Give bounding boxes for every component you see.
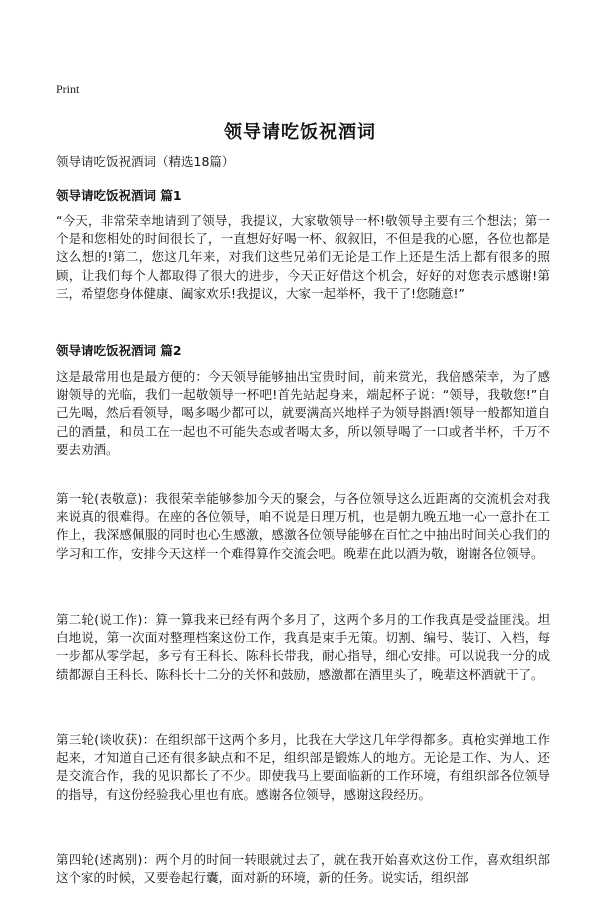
paragraph: “今天，非常荣幸地请到了领导，我提议，大家敬领导一杯!敬领导主要有三个想法；第一个是和您相处的时间很长了，一直想好好喝一杯、叙叙旧，不但是我的心愿，各位也都是这么想的!第二，您这几年来，对我们这些兄弟们无论是工作上还是生活上都有很多的照顾，让我们每个人都取得了很大的进步，今天正好借这个机会，好好的对您表示感谢!第三，希望您身体健康、阖家欢乐!我提议，大家一起举杯，我干了!您随意!” — [56, 213, 550, 301]
paragraph: 第三轮(谈收获)：在组织部干这两个多月，比我在大学这几年学得都多。真枪实弹地工作起来，才知道自己还有很多缺点和不足，组织部是锻炼人的地方。无论是工作、为人、还是交流合作，我的见识都长了不少。即使我马上要面临新的工作环境，有组织部各位领导的指导，有这份经验我心里也有底。感谢各位领导，感谢这段经历。 — [56, 732, 550, 802]
paragraph: 第一轮(表敬意)：我很荣幸能够参加今天的聚会，与各位领导这么近距离的交流机会对我来说真的很难得。在座的各位领导，咱不说是日理万机，也是朝九晚五地一心一意扑在工作上，我深感佩服的同时也心生感激，感激各位领导能够在百忙之中抽出时间关心我们的学习和工作，安排今天这样一个难得算作交流会吧。晚辈在此以酒为敬，谢谢各位领导。 — [56, 491, 550, 561]
section-heading-2: 领导请吃饭祝酒词 篇2 — [56, 343, 182, 358]
section-heading-1: 领导请吃饭祝酒词 篇1 — [56, 188, 182, 203]
paragraph: 第二轮(说工作)：算一算我来已经有两个多月了，这两个多月的工作我真是受益匪浅。坦白地说，第一次面对整理档案这份工作，我真是束手无策。切割、编号、装订、入档，每一步都从零学起，多亏有王科长、陈科长带我，耐心指导，细心安排。可以说我一分的成绩都源自王科长、陈科长十二分的关怀和鼓励，感激都在酒里头了，晚辈这杯酒就干了。 — [56, 612, 550, 682]
paragraph: 第四轮(述离别)：两个月的时间一转眼就过去了，就在我开始喜欢这份工作，喜欢组织部这个家的时候，又要卷起行囊，面对新的环境，新的任务。说实话，组织部 — [56, 852, 550, 886]
document-title: 领导请吃饭祝酒词 — [224, 122, 376, 143]
paragraph: 这是最常用也是最方便的：今天领导能够抽出宝贵时间，前来赏光，我倍感荣幸，为了感谢领导的光临，我们一起敬领导一杯吧!首先站起身来，端起杯子说：“领导，我敬您!”自己先喝，然后看领导，喝多喝少都可以，就要满高兴地样子为领导斟酒!领导一般都知道自己的酒量，和员工在一起也不可能失态或者喝太多，所以领导喝了一口或者半杯，千万不要去劝酒。 — [56, 369, 550, 457]
print-label: Print — [56, 82, 80, 96]
document-subtitle: 领导请吃饭祝酒词（精选18篇） — [56, 154, 235, 169]
